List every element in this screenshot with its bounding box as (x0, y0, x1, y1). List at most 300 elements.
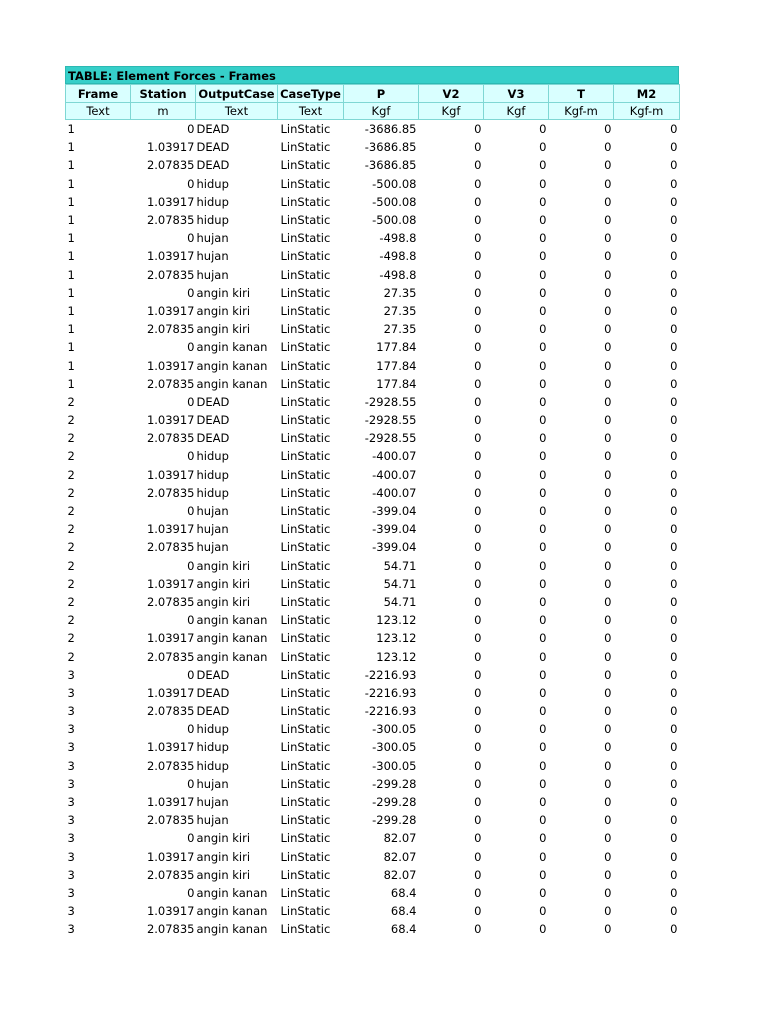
cell-p: -400.07 (372, 467, 417, 482)
table-row (66, 538, 680, 556)
cell-output-case: angin kanan (196, 358, 268, 373)
cell-case-type: LinStatic (280, 485, 331, 500)
header-p: P (344, 85, 419, 103)
cell-output-case: DEAD (196, 140, 230, 155)
table-row (66, 593, 680, 611)
unit-m2: Kgf-m (614, 103, 680, 120)
cell-t: 0 (604, 631, 612, 646)
cell-v2: 0 (474, 340, 482, 355)
cell-station: 0 (187, 504, 195, 519)
cell-v2: 0 (474, 504, 482, 519)
cell-m2: 0 (670, 649, 678, 664)
table-row (66, 793, 680, 811)
cell-t: 0 (604, 540, 612, 555)
cell-v2: 0 (474, 704, 482, 719)
cell-v2: 0 (474, 613, 482, 628)
cell-output-case: hujan (196, 267, 229, 282)
cell-m2: 0 (670, 504, 678, 519)
cell-t: 0 (604, 431, 612, 446)
table-row (66, 211, 680, 229)
cell-v3: 0 (539, 122, 547, 137)
cell-p: -399.04 (372, 522, 417, 537)
cell-frame: 1 (67, 303, 75, 318)
cell-t: 0 (604, 795, 612, 810)
cell-p: -498.8 (379, 231, 417, 246)
cell-station: 1.03917 (146, 631, 195, 646)
cell-station: 1.03917 (146, 358, 195, 373)
header-t: T (549, 85, 614, 103)
cell-p: 54.71 (383, 594, 417, 609)
cell-m2: 0 (670, 140, 678, 155)
table-row (66, 811, 680, 829)
cell-station: 0 (187, 667, 195, 682)
table-row (66, 229, 680, 247)
cell-p: -2928.55 (364, 394, 417, 409)
cell-station: 1.03917 (146, 576, 195, 591)
cell-t: 0 (604, 904, 612, 919)
cell-output-case: hidup (196, 722, 229, 737)
cell-case-type: LinStatic (280, 685, 331, 700)
cell-p: 177.84 (376, 376, 417, 391)
cell-m2: 0 (670, 358, 678, 373)
cell-v2: 0 (474, 594, 482, 609)
cell-frame: 1 (67, 213, 75, 228)
cell-v3: 0 (539, 285, 547, 300)
unit-case-type: Text (278, 103, 344, 120)
cell-p: -498.8 (379, 249, 417, 264)
cell-station: 0 (187, 613, 195, 628)
cell-case-type: LinStatic (280, 795, 331, 810)
cell-station: 1.03917 (146, 413, 195, 428)
cell-output-case: hujan (196, 776, 229, 791)
cell-m2: 0 (670, 413, 678, 428)
cell-m2: 0 (670, 485, 678, 500)
cell-case-type: LinStatic (280, 358, 331, 373)
cell-v2: 0 (474, 849, 482, 864)
cell-station: 1.03917 (146, 795, 195, 810)
cell-p: 123.12 (376, 649, 417, 664)
cell-v3: 0 (539, 722, 547, 737)
cell-v3: 0 (539, 504, 547, 519)
cell-frame: 1 (67, 322, 75, 337)
cell-frame: 2 (67, 613, 75, 628)
header-m2: M2 (614, 85, 680, 103)
cell-frame: 1 (67, 267, 75, 282)
cell-case-type: LinStatic (280, 885, 331, 900)
unit-v3: Kgf (484, 103, 549, 120)
cell-t: 0 (604, 885, 612, 900)
cell-frame: 2 (67, 522, 75, 537)
cell-output-case: hujan (196, 813, 229, 828)
cell-station: 1.03917 (146, 849, 195, 864)
cell-output-case: angin kanan (196, 340, 268, 355)
cell-frame: 3 (67, 885, 75, 900)
cell-output-case: angin kanan (196, 631, 268, 646)
cell-frame: 1 (67, 285, 75, 300)
cell-station: 2.07835 (146, 267, 195, 282)
table-row (66, 266, 680, 284)
cell-v2: 0 (474, 231, 482, 246)
cell-station: 2.07835 (146, 431, 195, 446)
cell-station: 0 (187, 340, 195, 355)
cell-output-case: hujan (196, 504, 229, 519)
cell-output-case: hidup (196, 194, 229, 209)
cell-p: 27.35 (383, 322, 417, 337)
cell-v2: 0 (474, 740, 482, 755)
table-row (66, 520, 680, 538)
cell-v3: 0 (539, 540, 547, 555)
cell-station: 1.03917 (146, 303, 195, 318)
cell-case-type: LinStatic (280, 140, 331, 155)
cell-v2: 0 (474, 122, 482, 137)
cell-t: 0 (604, 704, 612, 719)
cell-case-type: LinStatic (280, 267, 331, 282)
cell-v3: 0 (539, 340, 547, 355)
cell-case-type: LinStatic (280, 322, 331, 337)
cell-frame: 3 (67, 722, 75, 737)
cell-case-type: LinStatic (280, 831, 331, 846)
cell-v2: 0 (474, 922, 482, 937)
cell-m2: 0 (670, 522, 678, 537)
table-row (66, 848, 680, 866)
cell-m2: 0 (670, 231, 678, 246)
table-row (66, 120, 680, 139)
cell-p: -300.05 (372, 722, 417, 737)
cell-v2: 0 (474, 685, 482, 700)
cell-output-case: angin kanan (196, 649, 268, 664)
cell-m2: 0 (670, 813, 678, 828)
cell-p: -300.05 (372, 740, 417, 755)
cell-case-type: LinStatic (280, 667, 331, 682)
cell-station: 0 (187, 776, 195, 791)
cell-case-type: LinStatic (280, 413, 331, 428)
cell-p: -2216.93 (364, 667, 417, 682)
cell-v2: 0 (474, 758, 482, 773)
cell-v3: 0 (539, 904, 547, 919)
cell-case-type: LinStatic (280, 758, 331, 773)
cell-frame: 1 (67, 194, 75, 209)
cell-station: 0 (187, 394, 195, 409)
cell-v3: 0 (539, 267, 547, 282)
cell-station: 2.07835 (146, 594, 195, 609)
cell-station: 2.07835 (146, 213, 195, 228)
cell-v3: 0 (539, 813, 547, 828)
cell-t: 0 (604, 194, 612, 209)
cell-t: 0 (604, 213, 612, 228)
cell-p: -2928.55 (364, 431, 417, 446)
cell-p: 82.07 (383, 849, 417, 864)
cell-p: -399.04 (372, 540, 417, 555)
cell-v3: 0 (539, 795, 547, 810)
table-row (66, 611, 680, 629)
cell-frame: 1 (67, 249, 75, 264)
cell-v3: 0 (539, 413, 547, 428)
cell-v3: 0 (539, 467, 547, 482)
element-forces-sheet (65, 66, 679, 938)
cell-output-case: hidup (196, 176, 229, 191)
cell-output-case: angin kanan (196, 613, 268, 628)
cell-t: 0 (604, 122, 612, 137)
cell-v2: 0 (474, 485, 482, 500)
cell-case-type: LinStatic (280, 776, 331, 791)
cell-frame: 1 (67, 158, 75, 173)
cell-v2: 0 (474, 449, 482, 464)
cell-t: 0 (604, 267, 612, 282)
cell-p: -3686.85 (364, 122, 417, 137)
table-row (66, 484, 680, 502)
cell-output-case: angin kiri (196, 285, 251, 300)
cell-frame: 1 (67, 140, 75, 155)
cell-station: 2.07835 (146, 813, 195, 828)
cell-case-type: LinStatic (280, 704, 331, 719)
cell-v3: 0 (539, 176, 547, 191)
cell-m2: 0 (670, 431, 678, 446)
cell-output-case: hujan (196, 795, 229, 810)
cell-m2: 0 (670, 613, 678, 628)
cell-case-type: LinStatic (280, 849, 331, 864)
cell-station: 1.03917 (146, 685, 195, 700)
cell-m2: 0 (670, 340, 678, 355)
cell-p: -500.08 (372, 213, 417, 228)
cell-station: 2.07835 (146, 649, 195, 664)
cell-frame: 2 (67, 558, 75, 573)
cell-v3: 0 (539, 322, 547, 337)
cell-station: 2.07835 (146, 758, 195, 773)
cell-t: 0 (604, 394, 612, 409)
header-row (66, 85, 680, 103)
cell-v2: 0 (474, 885, 482, 900)
cell-case-type: LinStatic (280, 558, 331, 573)
cell-v2: 0 (474, 285, 482, 300)
cell-frame: 3 (67, 758, 75, 773)
cell-t: 0 (604, 231, 612, 246)
cell-output-case: angin kanan (196, 376, 268, 391)
cell-frame: 1 (67, 231, 75, 246)
cell-frame: 2 (67, 467, 75, 482)
cell-v3: 0 (539, 576, 547, 591)
cell-frame: 1 (67, 176, 75, 191)
cell-case-type: LinStatic (280, 594, 331, 609)
table-row (66, 356, 680, 374)
cell-frame: 3 (67, 849, 75, 864)
cell-m2: 0 (670, 267, 678, 282)
cell-output-case: hujan (196, 540, 229, 555)
cell-m2: 0 (670, 740, 678, 755)
cell-m2: 0 (670, 285, 678, 300)
cell-output-case: hidup (196, 467, 229, 482)
cell-case-type: LinStatic (280, 540, 331, 555)
cell-p: 27.35 (383, 303, 417, 318)
cell-t: 0 (604, 376, 612, 391)
cell-t: 0 (604, 158, 612, 173)
cell-m2: 0 (670, 594, 678, 609)
cell-m2: 0 (670, 303, 678, 318)
table-row (66, 720, 680, 738)
cell-station: 2.07835 (146, 158, 195, 173)
cell-case-type: LinStatic (280, 213, 331, 228)
cell-v3: 0 (539, 231, 547, 246)
cell-t: 0 (604, 467, 612, 482)
header-frame: Frame (66, 85, 131, 103)
cell-p: 123.12 (376, 613, 417, 628)
cell-v2: 0 (474, 413, 482, 428)
cell-t: 0 (604, 740, 612, 755)
cell-frame: 2 (67, 485, 75, 500)
cell-v3: 0 (539, 431, 547, 446)
cell-station: 2.07835 (146, 485, 195, 500)
table-row (66, 320, 680, 338)
cell-t: 0 (604, 849, 612, 864)
cell-t: 0 (604, 722, 612, 737)
cell-v3: 0 (539, 831, 547, 846)
cell-v3: 0 (539, 594, 547, 609)
cell-v2: 0 (474, 831, 482, 846)
cell-frame: 2 (67, 413, 75, 428)
cell-m2: 0 (670, 704, 678, 719)
cell-station: 1.03917 (146, 904, 195, 919)
cell-v3: 0 (539, 649, 547, 664)
cell-p: -300.05 (372, 758, 417, 773)
cell-v3: 0 (539, 704, 547, 719)
cell-case-type: LinStatic (280, 285, 331, 300)
cell-case-type: LinStatic (280, 522, 331, 537)
cell-t: 0 (604, 685, 612, 700)
cell-v2: 0 (474, 176, 482, 191)
cell-p: 68.4 (390, 922, 417, 937)
table-row (66, 829, 680, 847)
table-row (66, 175, 680, 193)
cell-v2: 0 (474, 158, 482, 173)
cell-case-type: LinStatic (280, 904, 331, 919)
cell-case-type: LinStatic (280, 467, 331, 482)
table-row (66, 738, 680, 756)
cell-v2: 0 (474, 522, 482, 537)
header-v3: V3 (484, 85, 549, 103)
table-row (66, 393, 680, 411)
cell-m2: 0 (670, 885, 678, 900)
cell-v3: 0 (539, 394, 547, 409)
unit-t: Kgf-m (549, 103, 614, 120)
cell-v3: 0 (539, 358, 547, 373)
cell-p: -2216.93 (364, 685, 417, 700)
cell-t: 0 (604, 322, 612, 337)
cell-v2: 0 (474, 140, 482, 155)
cell-case-type: LinStatic (280, 813, 331, 828)
cell-t: 0 (604, 758, 612, 773)
cell-frame: 3 (67, 831, 75, 846)
cell-v3: 0 (539, 758, 547, 773)
table-row (66, 629, 680, 647)
cell-station: 0 (187, 885, 195, 900)
cell-output-case: hujan (196, 522, 229, 537)
table-row (66, 247, 680, 265)
cell-frame: 2 (67, 631, 75, 646)
cell-v3: 0 (539, 303, 547, 318)
cell-station: 0 (187, 449, 195, 464)
header-station: Station (131, 85, 196, 103)
unit-v2: Kgf (419, 103, 484, 120)
cell-output-case: angin kiri (196, 594, 251, 609)
header-output-case: OutputCase (196, 85, 278, 103)
cell-frame: 1 (67, 122, 75, 137)
cell-v2: 0 (474, 576, 482, 591)
cell-v2: 0 (474, 467, 482, 482)
cell-m2: 0 (670, 176, 678, 191)
cell-output-case: angin kanan (196, 885, 268, 900)
cell-m2: 0 (670, 394, 678, 409)
cell-output-case: hidup (196, 758, 229, 773)
cell-case-type: LinStatic (280, 649, 331, 664)
cell-output-case: angin kanan (196, 904, 268, 919)
table-title: TABLE: Element Forces - Frames (65, 66, 679, 84)
cell-v2: 0 (474, 267, 482, 282)
cell-t: 0 (604, 449, 612, 464)
cell-m2: 0 (670, 758, 678, 773)
cell-t: 0 (604, 176, 612, 191)
cell-t: 0 (604, 649, 612, 664)
cell-v2: 0 (474, 558, 482, 573)
cell-t: 0 (604, 303, 612, 318)
cell-frame: 2 (67, 504, 75, 519)
cell-station: 2.07835 (146, 376, 195, 391)
cell-t: 0 (604, 613, 612, 628)
cell-p: -500.08 (372, 194, 417, 209)
cell-p: -3686.85 (364, 140, 417, 155)
table-row (66, 375, 680, 393)
cell-frame: 3 (67, 740, 75, 755)
table-row (66, 502, 680, 520)
unit-frame: Text (66, 103, 131, 120)
cell-p: -299.28 (372, 776, 417, 791)
cell-case-type: LinStatic (280, 504, 331, 519)
cell-m2: 0 (670, 249, 678, 264)
cell-case-type: LinStatic (280, 303, 331, 318)
cell-station: 0 (187, 558, 195, 573)
cell-output-case: angin kiri (196, 831, 251, 846)
table-row (66, 447, 680, 465)
cell-v2: 0 (474, 867, 482, 882)
cell-station: 1.03917 (146, 467, 195, 482)
cell-frame: 1 (67, 358, 75, 373)
cell-frame: 3 (67, 704, 75, 719)
cell-output-case: hidup (196, 485, 229, 500)
cell-station: 1.03917 (146, 249, 195, 264)
cell-frame: 3 (67, 776, 75, 791)
cell-v3: 0 (539, 522, 547, 537)
cell-t: 0 (604, 667, 612, 682)
cell-output-case: angin kiri (196, 303, 251, 318)
header-v2: V2 (419, 85, 484, 103)
cell-output-case: DEAD (196, 704, 230, 719)
cell-output-case: hujan (196, 249, 229, 264)
cell-m2: 0 (670, 776, 678, 791)
cell-station: 2.07835 (146, 704, 195, 719)
cell-output-case: hidup (196, 449, 229, 464)
cell-m2: 0 (670, 631, 678, 646)
cell-t: 0 (604, 867, 612, 882)
table-row (66, 866, 680, 884)
table-row (66, 920, 680, 938)
cell-output-case: DEAD (196, 413, 230, 428)
cell-p: -400.07 (372, 449, 417, 464)
cell-case-type: LinStatic (280, 249, 331, 264)
table-row (66, 757, 680, 775)
cell-v2: 0 (474, 540, 482, 555)
element-forces-table (65, 84, 680, 938)
cell-station: 0 (187, 722, 195, 737)
cell-m2: 0 (670, 922, 678, 937)
cell-v3: 0 (539, 249, 547, 264)
